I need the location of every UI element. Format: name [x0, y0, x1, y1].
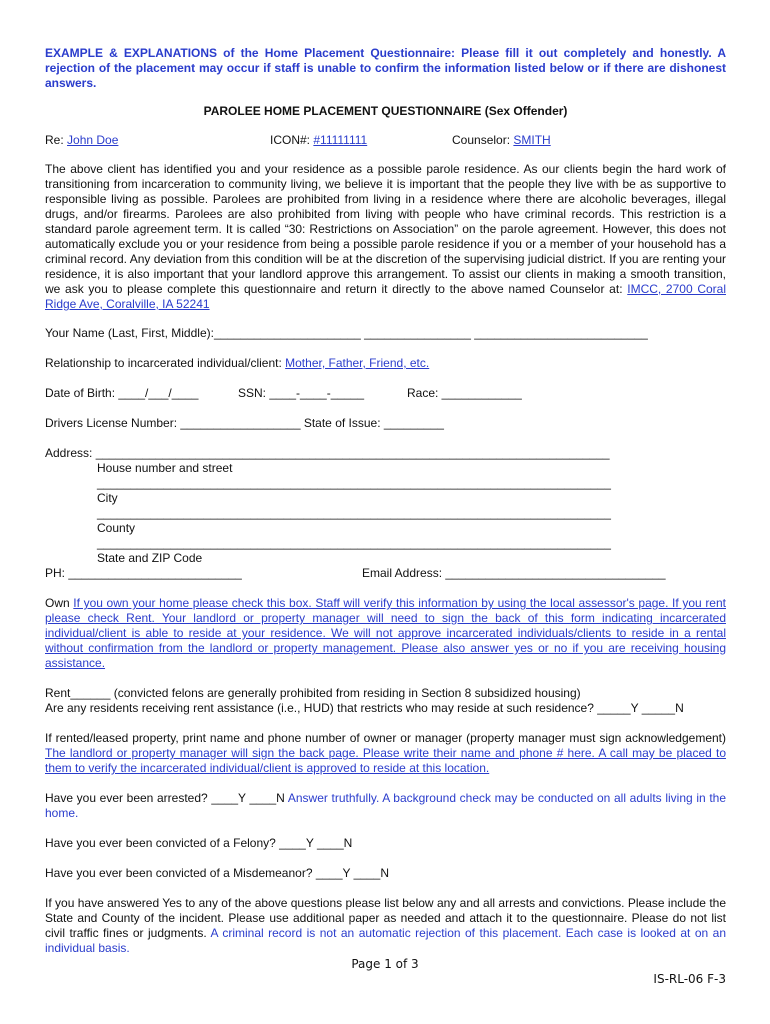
- state-zip-label: State and ZIP Code: [97, 551, 203, 565]
- icon-cell: [270, 133, 452, 148]
- race-field[interactable]: Race: ____________: [407, 386, 522, 400]
- address-line-2[interactable]: _____________________________________________________________________________: [97, 476, 611, 490]
- dob-ssn-race-row: [45, 386, 726, 401]
- county-label: County: [97, 521, 136, 535]
- arrested-section: [45, 791, 726, 821]
- re-cell: [45, 133, 270, 148]
- intro-instructions: EXAMPLE & EXPLANATIONS of the Home Placement Questionnaire: Please fill it out completely and honestly. A rejection of the placement may occur if staff is unable to confirm the information listed below or if there are dishonest answers.: [45, 46, 726, 90]
- body-paragraph: [45, 162, 726, 312]
- counselor-label: Counselor:: [452, 133, 511, 147]
- phone-field[interactable]: PH: __________________________: [45, 566, 242, 580]
- body-text: The above client has identified you and your residence as a possible parole residence. As our clients begin the hard work of transitioning from incarceration to community living, we believe it is important that the people they live with be as supportive to responsible living as possible. Parolees are prohibited from living in a residence where there are alcoholic beverages, illegal drugs, and/or firearms. Parolees are also prohibited from living with people who have criminal records. This restriction is a standard parole agreement term. It is called “30: Restrictions on Association” on the parole agreement. However, this does not automatically exclude you or your residence from being a possible parole residence if you or a member of your household has a criminal record. Any deviation from this condition will be at the discretion of the supervising judicial district. If you are renting your residence, it is also important that your landlord approve this arrangement. To assist our clients in making a smooth transition, we ask you to please complete this questionnaire and return it directly to the above named Counselor at:: [45, 162, 726, 296]
- arrested-question[interactable]: Have you ever been arrested? ____Y ____N: [45, 791, 288, 805]
- ssn-field[interactable]: SSN: ____-____-_____: [238, 386, 365, 400]
- form-id: IS-RL-06 F-3: [653, 972, 726, 986]
- rent-assistance-question[interactable]: Are any residents receiving rent assistance (i.e., HUD) that restricts who may reside at such residence? _____Y _____N: [45, 701, 684, 715]
- address-line-3[interactable]: _____________________________________________________________________________: [97, 506, 611, 520]
- icon-number: #11111111: [313, 133, 368, 147]
- icon-label: ICON#:: [270, 133, 311, 147]
- own-explanation: If you own your home please check this box. Staff will verify this information by using the local assessor's page. If you rent please check Rent. Your landlord or property manager will need to sign the back of this form indicating incarcerated individual/client is able to reside at your residence. We will not approve incarcerated individuals/clients to reside in a rental without confirmation from the landlord or property management. Please also answer yes or no if you are receiving housing assistance.: [45, 596, 726, 670]
- rented-explanation: The landlord or property manager will sign the back page. Please write their name and phone # here. A call may be placed to them to verify the incarcerated individual/client is approved to reside at this location.: [45, 746, 726, 775]
- rented-text: If rented/leased property, print name and phone number of owner or manager (property manager must sign acknowledgement): [45, 731, 726, 745]
- your-name-field[interactable]: Your Name (Last, First, Middle):______________________ ________________ __________________________: [45, 326, 648, 340]
- return-address: IMCC, 2700 Coral Ridge Ave, Coralville, IA 52241: [45, 282, 726, 311]
- relationship-label: Relationship to incarcerated individual/client:: [45, 356, 286, 370]
- form-title: PAROLEE HOME PLACEMENT QUESTIONNAIRE (Sex Offender): [203, 104, 568, 118]
- address-line-4[interactable]: _____________________________________________________________________________: [97, 536, 611, 550]
- arrested-explanation: Answer truthfully. A background check may be conducted on all adults living in the home.: [45, 791, 726, 820]
- re-row: [45, 133, 726, 148]
- relationship-example: Mother, Father, Friend, etc.: [285, 356, 430, 370]
- relationship-field[interactable]: [45, 356, 726, 371]
- felony-question[interactable]: Have you ever been convicted of a Felony? ____Y ____N: [45, 836, 353, 850]
- own-section: [45, 596, 726, 671]
- answered-explanation: A criminal record is not an automatic rejection of this placement. Each case is looked at on an individual basis.: [45, 926, 727, 955]
- phone-email-row: [45, 566, 726, 581]
- answered-section: [45, 896, 726, 956]
- dob-field[interactable]: Date of Birth: ____/___/____: [45, 386, 199, 400]
- city-label: City: [97, 491, 118, 505]
- client-name: John Doe: [67, 133, 119, 147]
- drivers-license-field[interactable]: Drivers License Number: __________________ State of Issue: _________: [45, 416, 444, 430]
- rented-section: [45, 731, 726, 776]
- rent-field[interactable]: Rent______ (convicted felons are generally prohibited from residing in Section 8 subsidized housing): [45, 686, 581, 700]
- re-label: Re:: [45, 133, 64, 147]
- page-number: Page 1 of 3: [351, 957, 419, 971]
- address-field[interactable]: Address: _____________________________________________________________________________: [45, 446, 610, 460]
- misdemeanor-question[interactable]: Have you ever been convicted of a Misdemeanor? ____Y ____N: [45, 866, 389, 880]
- counselor-name: SMITH: [513, 133, 551, 147]
- questionnaire-page: [45, 46, 726, 956]
- email-field[interactable]: Email Address: _________________________________: [362, 566, 666, 580]
- answered-text: If you have answered Yes to any of the above questions please list below any and all arrests and convictions. Please include the State and County of the incident. Please use additional paper as needed and attach it to the questionnaire. Please do not list civil traffic fines or judgments.: [45, 896, 726, 940]
- counselor-cell: [452, 133, 551, 148]
- own-label[interactable]: Own: [45, 596, 74, 610]
- house-number-label: House number and street: [97, 461, 233, 475]
